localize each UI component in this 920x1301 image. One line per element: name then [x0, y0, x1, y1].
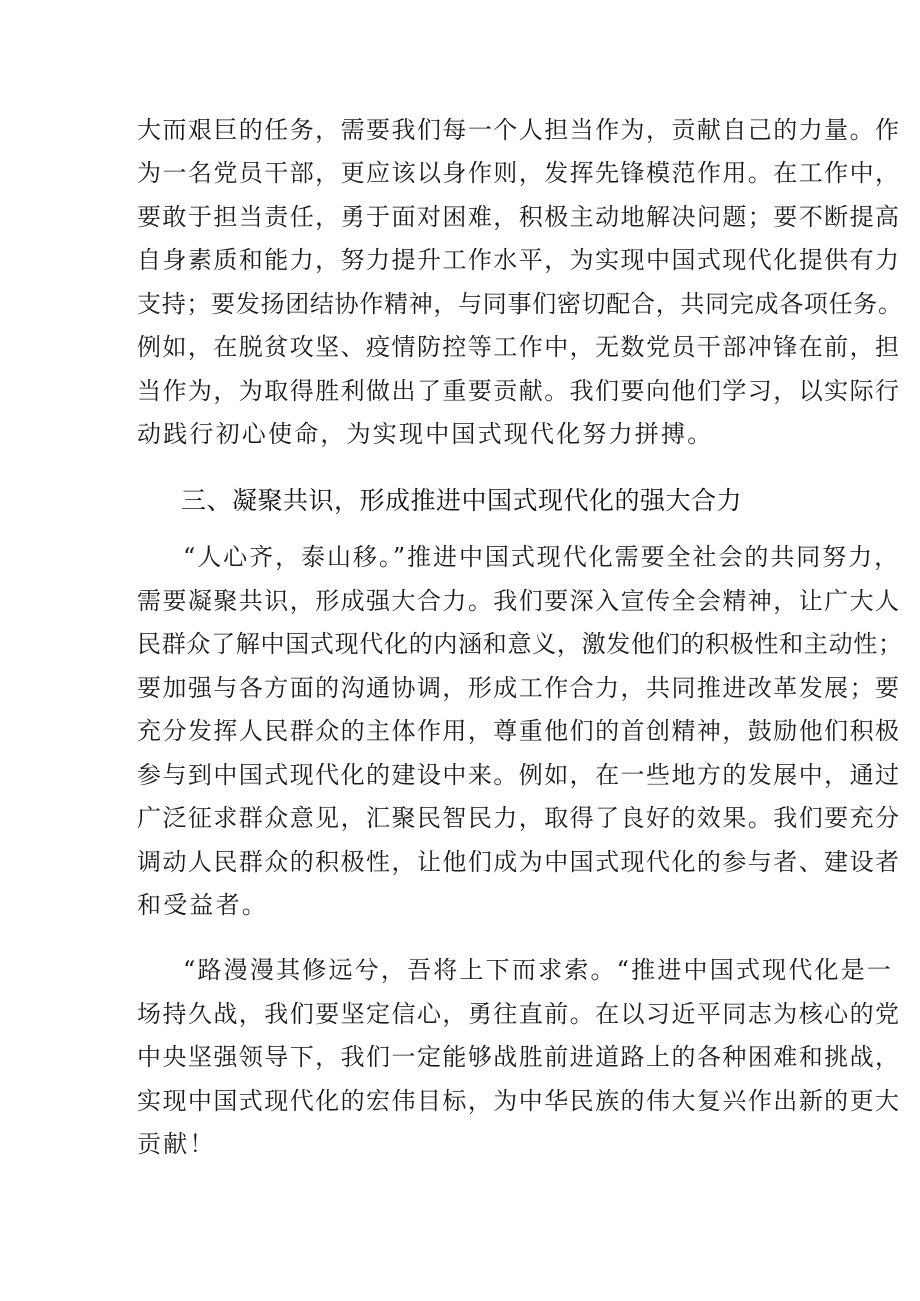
- paragraph-line: 民群众了解中国式现代化的内涵和意义，激发他们的积极性和主动性；: [137, 630, 903, 658]
- paragraph-line: 贡献！: [137, 1130, 216, 1158]
- paragraph-line: 场持久战，我们要坚定信心，勇往直前。在以习近平同志为核心的党: [137, 1000, 901, 1028]
- paragraph-line: 实现中国式现代化的宏伟目标，为中华民族的伟大复兴作出新的更大: [137, 1087, 901, 1115]
- paragraph-line: 为一名党员干部，更应该以身作则，发挥先锋模范作用。在工作中，: [137, 159, 901, 187]
- paragraph-line: 要加强与各方面的沟通协调，形成工作合力，共同推进改革发展；要: [137, 674, 901, 702]
- paragraph-line: 和受益者。: [137, 891, 268, 919]
- paragraph-line: 当作为，为取得胜利做出了重要贡献。我们要向他们学习，以实际行: [137, 377, 901, 405]
- paragraph-line: 调动人民群众的积极性，让他们成为中国式现代化的参与者、建设者: [137, 848, 901, 876]
- section-heading: 三、凝聚共识，形成推进中国式现代化的强大合力: [181, 486, 743, 515]
- paragraph-line: 要敢于担当责任，勇于面对困难，积极主动地解决问题；要不断提高: [137, 203, 901, 231]
- paragraph-line: 动践行初心使命，为实现中国式现代化努力拼搏。: [137, 420, 714, 448]
- paragraph-line: “人心齐，泰山移。”推进中国式现代化需要全社会的共同努力，: [183, 543, 901, 571]
- paragraph-line: 支持；要发扬团结协作精神，与同事们密切配合，共同完成各项任务。: [137, 290, 903, 318]
- paragraph-line: 例如，在脱贫攻坚、疫情防控等工作中，无数党员干部冲锋在前，担: [137, 333, 901, 361]
- paragraph-line: 大而艰巨的任务，需要我们每一个人担当作为，贡献自己的力量。作: [137, 116, 901, 144]
- paragraph-line: “路漫漫其修远兮，吾将上下而求索。“推进中国式现代化是一: [183, 956, 894, 984]
- paragraph-line: 参与到中国式现代化的建设中来。例如，在一些地方的发展中，通过: [137, 761, 901, 789]
- paragraph-line: 自身素质和能力，努力提升工作水平，为实现中国式现代化提供有力: [137, 246, 901, 274]
- paragraph-line: 需要凝聚共识，形成强大合力。我们要深入宣传全会精神，让广大人: [137, 587, 901, 615]
- paragraph-line: 中央坚强领导下，我们一定能够战胜前进道路上的各种困难和挑战，: [137, 1043, 901, 1071]
- paragraph-line: 广泛征求群众意见，汇聚民智民力，取得了良好的效果。我们要充分: [137, 804, 901, 832]
- paragraph-line: 充分发挥人民群众的主体作用，尊重他们的首创精神，鼓励他们积极: [137, 717, 901, 745]
